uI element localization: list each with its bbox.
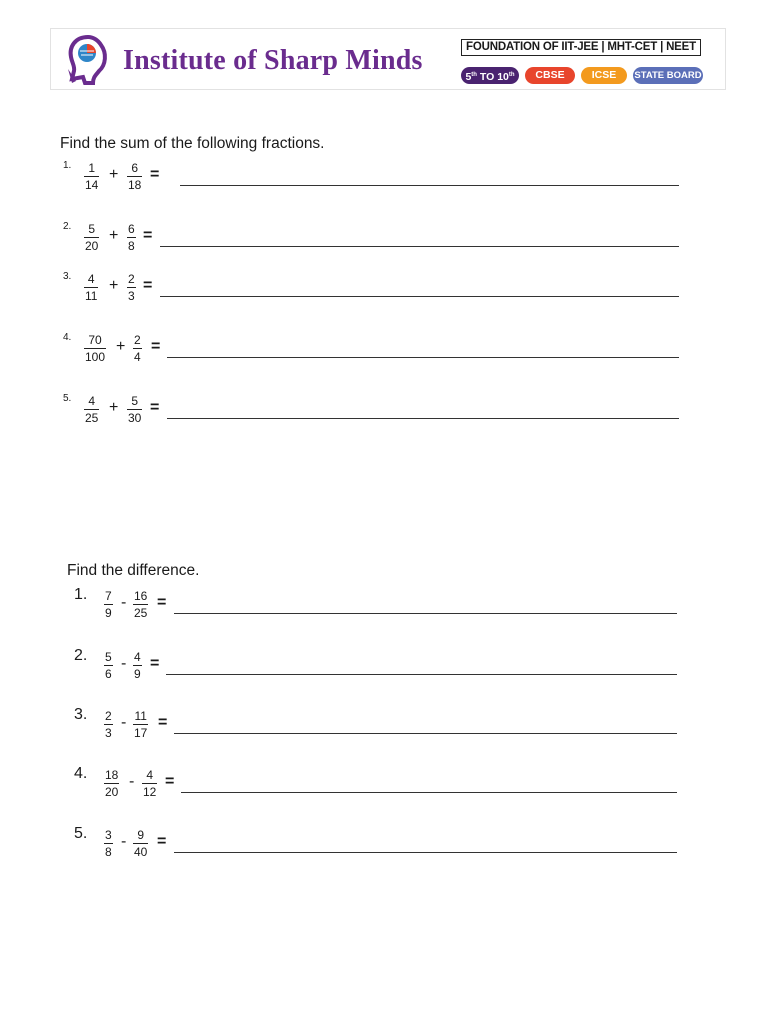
equals-sign: = (157, 594, 167, 611)
problem-number: 5. (63, 393, 72, 404)
numerator: 4 (134, 650, 141, 664)
denominator: 8 (105, 845, 112, 859)
denominator: 14 (85, 178, 99, 192)
first-fraction (104, 709, 113, 740)
fraction-bar (104, 843, 113, 844)
fraction-bar (127, 237, 136, 238)
answer-line[interactable] (167, 418, 679, 419)
denominator: 20 (85, 239, 99, 253)
denominator: 30 (128, 411, 142, 425)
operator: - (121, 833, 127, 850)
difference-problem (0, 588, 768, 628)
fraction-bar (84, 348, 106, 349)
numerator: 6 (131, 161, 139, 175)
numerator: 7 (105, 589, 112, 603)
operator: + (109, 227, 119, 244)
first-fraction (84, 222, 99, 253)
first-fraction (104, 828, 113, 859)
fraction-bar (133, 843, 148, 844)
equals-sign: = (158, 714, 168, 731)
numerator: 9 (137, 828, 145, 842)
first-fraction (84, 333, 106, 364)
denominator: 25 (85, 411, 99, 425)
sum-problem (0, 271, 768, 311)
numerator: 2 (105, 709, 112, 723)
equals-sign: = (157, 833, 167, 850)
answer-line[interactable] (180, 185, 679, 186)
numerator: 2 (128, 272, 135, 286)
fraction-bar (133, 604, 148, 605)
first-fraction (84, 272, 98, 303)
difference-problem (0, 827, 768, 867)
difference-section-title: Find the difference. (67, 562, 200, 579)
difference-problem (0, 767, 768, 807)
fraction-bar (84, 237, 99, 238)
state-board-badge: STATE BOARD (633, 67, 703, 84)
equals-sign: = (150, 399, 160, 416)
answer-line[interactable] (174, 733, 677, 734)
denominator: 11 (85, 289, 98, 303)
foundation-label: FOUNDATION OF IIT-JEE | MHT-CET | NEET (461, 39, 701, 56)
problem-number: 1. (74, 586, 88, 603)
numerator: 2 (134, 333, 141, 347)
answer-line[interactable] (160, 246, 679, 247)
denominator: 9 (134, 667, 141, 681)
numerator: 5 (88, 222, 96, 236)
fraction-bar (133, 665, 142, 666)
institute-name: Institute of Sharp Minds (123, 45, 423, 76)
sum-problem (0, 221, 768, 261)
header-banner (50, 28, 726, 90)
answer-line[interactable] (166, 674, 677, 675)
difference-problem (0, 649, 768, 689)
first-fraction (84, 394, 99, 425)
answer-line[interactable] (174, 613, 677, 614)
equals-sign: = (150, 166, 160, 183)
second-fraction (127, 272, 136, 303)
second-fraction (133, 828, 148, 859)
equals-sign: = (151, 338, 161, 355)
problem-number: 5. (74, 825, 88, 842)
problem-number: 3. (63, 271, 72, 282)
problem-number: 2. (63, 221, 72, 232)
numerator: 6 (128, 222, 135, 236)
numerator: 16 (134, 589, 148, 603)
equals-sign: = (150, 655, 160, 672)
denominator: 3 (128, 289, 135, 303)
equals-sign: = (143, 277, 153, 294)
sum-problem (0, 332, 768, 372)
numerator: 4 (88, 394, 96, 408)
second-fraction (133, 650, 142, 681)
operator: - (121, 594, 127, 611)
fraction-bar (142, 783, 157, 784)
answer-line[interactable] (160, 296, 679, 297)
operator: + (109, 399, 119, 416)
fraction-bar (84, 176, 99, 177)
fraction-bar (104, 604, 113, 605)
numerator: 1 (88, 161, 96, 175)
denominator: 9 (105, 606, 112, 620)
numerator: 5 (105, 650, 112, 664)
operator: + (109, 166, 119, 183)
numerator: 70 (88, 333, 102, 347)
second-fraction (127, 161, 142, 192)
sum-section-title: Find the sum of the following fractions. (60, 135, 325, 152)
numerator: 18 (105, 768, 119, 782)
fraction-bar (104, 665, 113, 666)
second-fraction (133, 589, 148, 620)
fraction-bar (84, 287, 98, 288)
equals-sign: = (165, 773, 175, 790)
numerator: 11 (134, 709, 147, 723)
denominator: 18 (128, 178, 142, 192)
fraction-bar (127, 176, 142, 177)
second-fraction (142, 768, 157, 799)
fraction-bar (104, 783, 119, 784)
first-fraction (104, 589, 113, 620)
denominator: 40 (134, 845, 148, 859)
icse-badge: ICSE (581, 67, 627, 84)
denominator: 8 (128, 239, 135, 253)
operator: - (121, 655, 127, 672)
second-fraction (127, 394, 142, 425)
denominator: 20 (105, 785, 119, 799)
denominator: 25 (134, 606, 148, 620)
answer-line[interactable] (174, 852, 677, 853)
second-fraction (133, 333, 142, 364)
denominator: 17 (134, 726, 148, 740)
first-fraction (104, 768, 119, 799)
problem-number: 3. (74, 706, 88, 723)
grade-range-badge: 5th TO 10th (461, 67, 519, 84)
operator: + (109, 277, 119, 294)
operator: - (129, 773, 135, 790)
institute-logo (63, 33, 113, 87)
numerator: 4 (146, 768, 154, 782)
first-fraction (84, 161, 99, 192)
denominator: 12 (143, 785, 157, 799)
problem-number: 1. (63, 160, 72, 171)
answer-line[interactable] (181, 792, 677, 793)
difference-problem (0, 708, 768, 748)
numerator: 4 (87, 272, 95, 286)
problem-number: 2. (74, 647, 88, 664)
fraction-bar (127, 409, 142, 410)
second-fraction (133, 709, 148, 740)
numerator: 5 (131, 394, 139, 408)
fraction-bar (127, 287, 136, 288)
sum-problem (0, 393, 768, 433)
cbse-badge: CBSE (525, 67, 575, 84)
equals-sign: = (143, 227, 153, 244)
fraction-bar (133, 724, 148, 725)
denominator: 100 (85, 350, 106, 364)
denominator: 3 (105, 726, 112, 740)
problem-number: 4. (63, 332, 72, 343)
operator: + (116, 338, 126, 355)
fraction-bar (84, 409, 99, 410)
answer-line[interactable] (167, 357, 679, 358)
first-fraction (104, 650, 113, 681)
numerator: 3 (105, 828, 112, 842)
denominator: 6 (105, 667, 112, 681)
operator: - (121, 714, 127, 731)
fraction-bar (104, 724, 113, 725)
sum-problem (0, 160, 768, 200)
denominator: 4 (134, 350, 141, 364)
fraction-bar (133, 348, 142, 349)
second-fraction (127, 222, 136, 253)
problem-number: 4. (74, 765, 88, 782)
